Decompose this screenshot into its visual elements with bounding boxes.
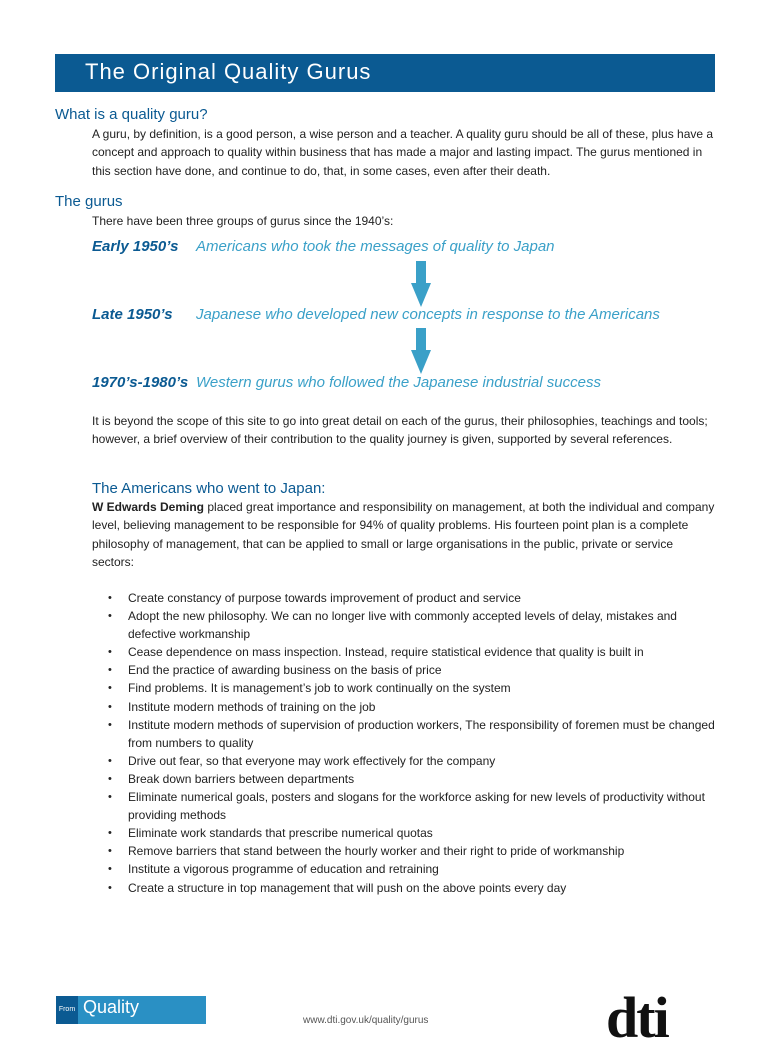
list-item: • Eliminate numerical goals, posters and slogans for the workforce asking for new levels of productivity without providing methods — [108, 788, 728, 824]
list-item: • Institute a vigorous programme of education and retraining — [108, 860, 728, 878]
list-item: • Create constancy of purpose towards improvement of product and service — [108, 589, 728, 607]
timeline-description: Japanese who developed new concepts in response to the Americans — [196, 306, 660, 323]
down-arrow-icon — [411, 328, 431, 374]
down-arrow-icon — [411, 261, 431, 307]
quality-badge[interactable] — [56, 996, 206, 1024]
list-item: • Adopt the new philosophy. We can no longer live with commonly accepted levels of delay, mistakes and defective workmanship — [108, 607, 728, 643]
footer-url-link[interactable]: www.dti.gov.uk/quality/gurus — [303, 1015, 429, 1026]
guru-definition-paragraph: A guru, by definition, is a good person, a wise person and a teacher. A quality guru should be all of these, plus have a concept and approach to quality within business that has made a major and lasting impact. The gurus mentioned in this section have done, and continue to do, that, in some cases, even after their death. — [92, 127, 714, 178]
deming-points-list — [108, 589, 728, 897]
timeline-period: Late 1950’s — [92, 306, 173, 323]
list-item: • Create a structure in top management that will push on the above points every day — [108, 879, 728, 897]
dti-logo: dti — [606, 985, 668, 1050]
timeline-row-early — [92, 238, 555, 255]
list-item: • Drive out fear, so that everyone may work effectively for the company — [108, 752, 728, 770]
timeline-row-late — [92, 306, 660, 323]
gurus-intro: There have been three groups of gurus since the 1940’s: — [92, 214, 394, 228]
list-item: • Institute modern methods of training on the job — [108, 698, 728, 716]
timeline-period: 1970’s-1980’s — [92, 374, 189, 391]
list-item: • End the practice of awarding business on the basis of price — [108, 661, 728, 679]
timeline-period: Early 1950’s — [92, 238, 179, 255]
list-item: • Institute modern methods of supervision of production workers, The responsibility of foremen must be changed from numbers to quality — [108, 716, 728, 752]
deming-description: placed great importance and responsibility on management, at both the individual and company level, believing management to be responsible for 94% of quality problems. His fourteen point plan is a complete philosophy of management, that can be applied to small or large organisations in the public, private or service sectors: — [92, 500, 715, 569]
list-item: • Break down barriers between departments — [108, 770, 728, 788]
section-heading-americans: The Americans who went to Japan: — [92, 480, 326, 497]
badge-quality-label: Quality — [83, 997, 140, 1017]
badge-from-label: From — [56, 996, 78, 1024]
list-item: • Cease dependence on mass inspection. Instead, require statistical evidence that quality is built in — [108, 643, 728, 661]
deming-name: W Edwards Deming — [92, 500, 205, 514]
page-title: The Original Quality Gurus — [85, 59, 372, 84]
timeline-description: Americans who took the messages of quality to Japan — [196, 238, 555, 255]
list-item: • Remove barriers that stand between the hourly worker and their right to pride of workmanship — [108, 842, 728, 860]
section-heading-the-gurus: The gurus — [55, 193, 123, 210]
timeline-description: Western gurus who followed the Japanese industrial success — [196, 374, 601, 391]
list-item: • Eliminate work standards that prescribe numerical quotas — [108, 824, 728, 842]
list-item: • Find problems. It is management’s job to work continually on the system — [108, 679, 728, 697]
title-bar — [55, 54, 715, 92]
section-heading-what-is-guru: What is a quality guru? — [55, 106, 208, 123]
deming-paragraph — [92, 498, 717, 571]
scope-paragraph: It is beyond the scope of this site to go into great detail on each of the gurus, their philosophies, teachings and tools; however, a brief overview of their contribution to the quality journey is given, supported by several references. — [92, 414, 708, 447]
timeline-row-western — [92, 374, 601, 391]
